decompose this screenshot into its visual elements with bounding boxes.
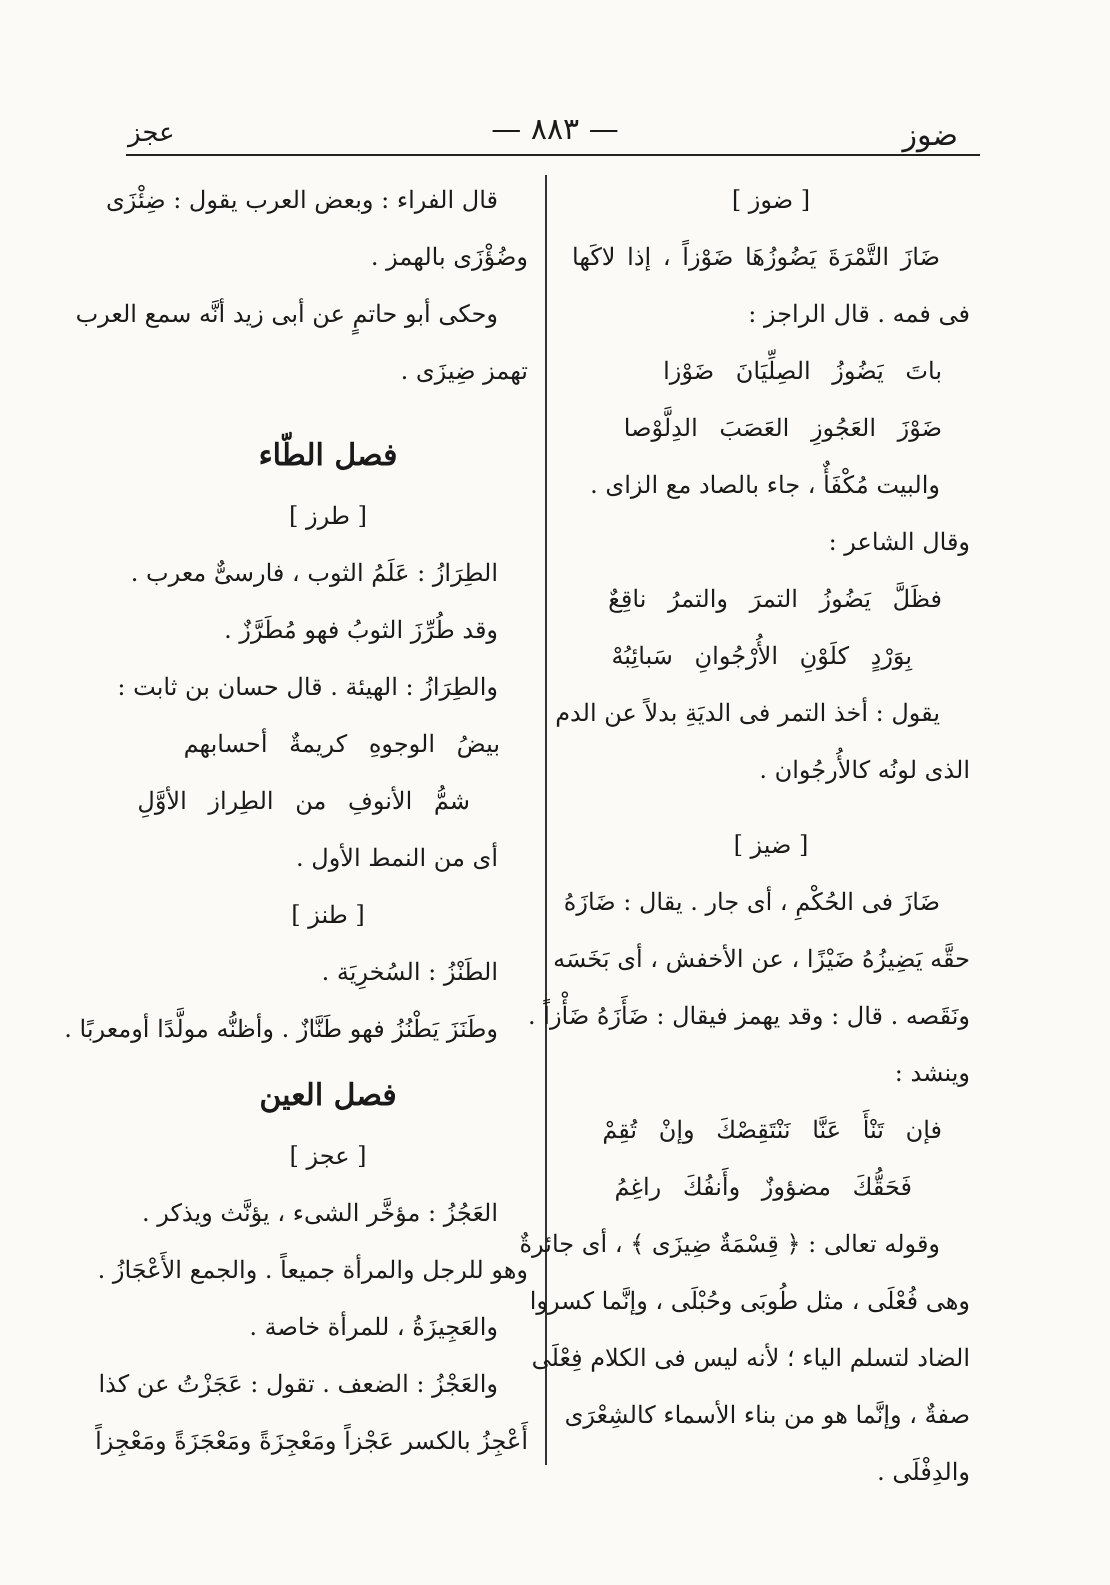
text-line: تهمز ضِيزَى . — [400, 357, 528, 385]
text-line: وقوله تعالى : ﴿ قِسْمَةٌ ضِيزَى ﴾ ، أى جائرةٌ — [519, 1230, 940, 1258]
text-line: وينشد : — [894, 1059, 970, 1087]
text-line: ضَازَ التَّمْرَةَ يَضُوزُهَا ضَوْزاً ، إذا لاكَها — [572, 243, 940, 271]
verse-line: بيضُ الوجوهِ كريمةٌ أحسابهم — [183, 730, 500, 758]
verse-line: ضَوْزَ العَجُوزِ العَصَبَ الدِلَّوْصا — [623, 414, 942, 442]
text-line: ونَقَصه . قال : وقد يهمز فيقال : ضَأَزَهُ ضَأْزاً . — [528, 1002, 970, 1030]
text-line: ضَازَ فى الحُكْمِ ، أى جار . يقال : ضَازَهُ — [563, 888, 940, 916]
text-line: والطِرَازُ : الهيئة . قال حسان بن ثابت : — [117, 673, 498, 701]
entry-heading: [ ضيز ] — [733, 831, 809, 859]
text-line: الذى لونُه كالأُرجُوان . — [759, 756, 970, 784]
text-line: الضاد لتسلم الياء ؛ لأنه ليس فى الكلام فِعْلَى — [531, 1344, 970, 1372]
entry-heading: [ طنز ] — [291, 901, 365, 929]
text-line: وضُؤْزَى بالهمز . — [370, 243, 528, 271]
text-line: وهو للرجل والمرأة جميعاً . والجمع الأَعْجَازُ . — [97, 1256, 528, 1284]
section-heading: فصل العين — [259, 1078, 397, 1113]
verse-line: فظَلَّ يَضُوزُ التمرَ والتمرُ ناقِعٌ — [608, 585, 942, 613]
text-line: وقال الشاعر : — [828, 528, 970, 556]
text-line: الطَنْزُ : السُخرِيَة . — [321, 958, 498, 986]
verse-line: فَحَقُّكَ مضؤوزٌ وأَنفُكَ راغِمُ — [614, 1173, 912, 1201]
text-line: حقَّه يَضِيزُهُ ضَيْزًا ، عن الأخفش ، أى بَخَسَه — [553, 945, 970, 973]
text-line: صفةٌ ، وإنَّما هو من بناء الأسماء كالشِعْرَى — [564, 1401, 970, 1429]
verse-line: باتَ يَضُوزُ الصِلِّيَانَ ضَوْزا — [663, 357, 942, 385]
running-head-left: عجز — [128, 118, 175, 148]
header-rule — [126, 154, 980, 156]
text-line: والعَجِيزَةُ ، للمرأة خاصة . — [249, 1313, 498, 1341]
verse-line: فإن تَنْأَ عَنَّا نَنْتَقِصْكَ وإنْ تُقِمْ — [602, 1116, 942, 1144]
left-column — [64, 172, 528, 1470]
page-number: — ٨٨٣ — — [491, 112, 619, 147]
text-line: فى فمه . قال الراجز : — [748, 300, 970, 328]
text-line: والعَجْزُ : الضعف . تقول : عَجَزْتُ عن كذا — [98, 1370, 498, 1398]
running-head-right: ضوز — [902, 118, 958, 153]
text-line: أى من النمط الأول . — [296, 844, 498, 872]
text-line: يقول : أخذ التمر فى الديَةِ بدلاً عن الدم — [555, 699, 940, 727]
text-line: قال الفراء : وبعض العرب يقول : ضِئْزَى — [105, 186, 498, 214]
text-line: العَجُزُ : مؤخَّر الشىء ، يؤنَّث ويذكر . — [141, 1199, 498, 1227]
text-line: الطِرَازُ : عَلَمُ الثوب ، فارسىٌّ معرب . — [130, 559, 498, 587]
entry-heading: [ ضوز ] — [731, 186, 811, 214]
text-line: وقد طُرِّزَ الثوبُ فهو مُطَرَّزٌ . — [224, 616, 498, 644]
section-heading: فصل الطّاء — [258, 438, 398, 473]
entry-heading: [ عجز ] — [289, 1142, 367, 1170]
text-line: وطَنَزَ يَطْنُزُ فهو طَنَّازٌ . وأظنُّه مولَّدًا أومعربًا . — [64, 1015, 498, 1043]
text-line: والدِفْلَى . — [877, 1458, 970, 1486]
verse-line: بِوَرْدٍ كلَوْنِ الأُرْجُوانِ سَبائِبُهْ — [611, 642, 912, 670]
text-line: والبيت مُكْفَأٌ ، جاء بالصاد مع الزاى . — [590, 471, 940, 499]
text-line: وهى فُعْلَى ، مثل طُوبَى وحُبْلَى ، وإنَّما كسروا — [529, 1287, 970, 1315]
text-line: أَعْجِزُ بالكسر عَجْزاً ومَعْجِزَةً ومَعْجَزَةً ومَعْجِزاً — [95, 1427, 528, 1455]
verse-line: شمُّ الأنوفِ من الطِراز الأوَّلِ — [137, 787, 470, 815]
text-line: وحكى أبو حاتمٍ عن أبى زيد أنَّه سمع العرب — [75, 300, 498, 328]
right-column — [519, 172, 970, 1501]
entry-heading: [ طرز ] — [289, 502, 367, 530]
